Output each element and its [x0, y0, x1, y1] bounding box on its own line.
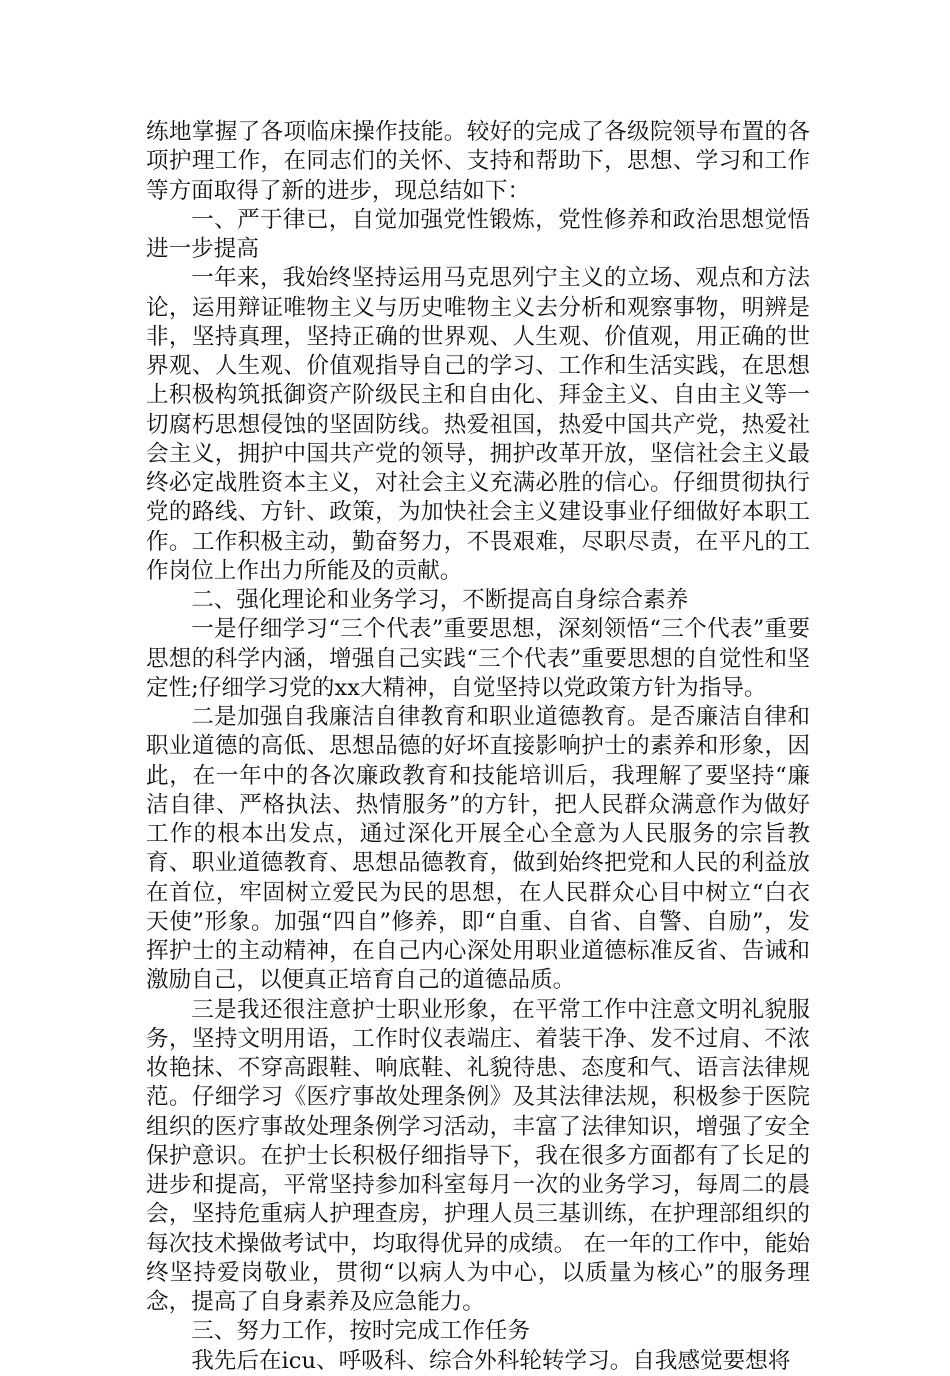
paragraph-study: 一是仔细学习“三个代表”重要思想，深刻领悟“三个代表”重要思想的科学内涵，增强自己实践“三个代表”重要思想的自觉性和坚定性;仔细学习党的xx大精神，自觉坚持以党政策方针为指导。 — [146, 616, 810, 701]
paragraph-professional-image: 三是我还很注意护士职业形象，在平常工作中注意文明礼貌服务，坚持文明用语，工作时仪表端庄、着装干净、发不过肩、不浓妆艳抹、不穿高跟鞋、响底鞋、礼貌待患、态度和气、语言法律规范。仔细学习《医疗事故处理条例》及其法律法规，积极参于医院组织的医疗事故处理条例学习活动，丰富了法律知识，增强了安全保护意识。在护士长积极仔细指导下，我在很多方面都有了长足的进步和提高，平常坚持参加科室每月一次的业务学习，每周二的晨会，坚持危重病人护理查房，护理人员三基训练，在护理部组织的每次技术操做考试中，均取得优异的成绩。 在一年的工作中，能始终坚持爱岗敬业，贯彻“以病人为中心，以质量为核心”的服务理念，提高了自身素养及应急能力。 — [146, 996, 810, 1315]
section-heading-1: 一、严于律已，自觉加强党性锻炼，党性修养和政治思想觉悟进一步提高 — [146, 206, 810, 262]
paragraph-intro-continuation: 练地掌握了各项临床操作技能。较好的完成了各级院领导布置的各项护理工作，在同志们的关怀、支持和帮助下，思想、学习和工作等方面取得了新的进步，现总结如下： — [146, 119, 810, 204]
paragraph-ideology: 一年来，我始终坚持运用马克思列宁主义的立场、观点和方法论，运用辩证唯物主义与历史唯物主义去分析和观察事物，明辨是非，坚持真理，坚持正确的世界观、人生观、价值观，用正确的世界观、人生观、价值观指导自己的学习、工作和生活实践，在思想上积极构筑抵御资产阶级民主和自由化、拜金主义、自由主义等一切腐朽思想侵蚀的坚固防线。热爱祖国，热爱中国共产党，热爱社会主义，拥护中国共产党的领导，拥护改革开放，坚信社会主义最终必定战胜资本主义，对社会主义充满必胜的信心。仔细贯彻执行党的路线、方针、政策，为加快社会主义建设事业仔细做好本职工作。工作积极主动，勤奋努力，不畏艰难，尽职尽责，在平凡的工作岗位上作出力所能及的贡献。 — [146, 265, 810, 584]
paragraph-ethics: 二是加强自我廉洁自律教育和职业道德教育。是否廉洁自律和职业道德的高低、思想品德的好坏直接影响护士的素养和形象，因此，在一年中的各次廉政教育和技能培训后，我理解了要坚持“廉洁自律、严格执法、热情服务”的方针，把人民群众满意作为做好工作的根本出发点，通过深化开展全心全意为人民服务的宗旨教育、职业道德教育、思想品德教育，做到始终把党和人民的利益放在首位，牢固树立爱民为民的思想，在人民群众心目中树立“白衣天使”形象。加强“四自”修养，即“自重、自省、自警、自励”，发挥护士的主动精神，在自己内心深处用职业道德标准反省、告诫和激励自己，以便真正培育自己的道德品质。 — [146, 704, 810, 994]
section-heading-2: 二、强化理论和业务学习，不断提高自身综合素养 — [191, 587, 689, 613]
section-heading-3: 三、努力工作，按时完成工作任务 — [191, 1318, 531, 1345]
paragraph-rotation: 我先后在icu、呼吸科、综合外科轮转学习。自我感觉要想将 — [191, 1347, 791, 1374]
document-body — [146, 118, 810, 1376]
